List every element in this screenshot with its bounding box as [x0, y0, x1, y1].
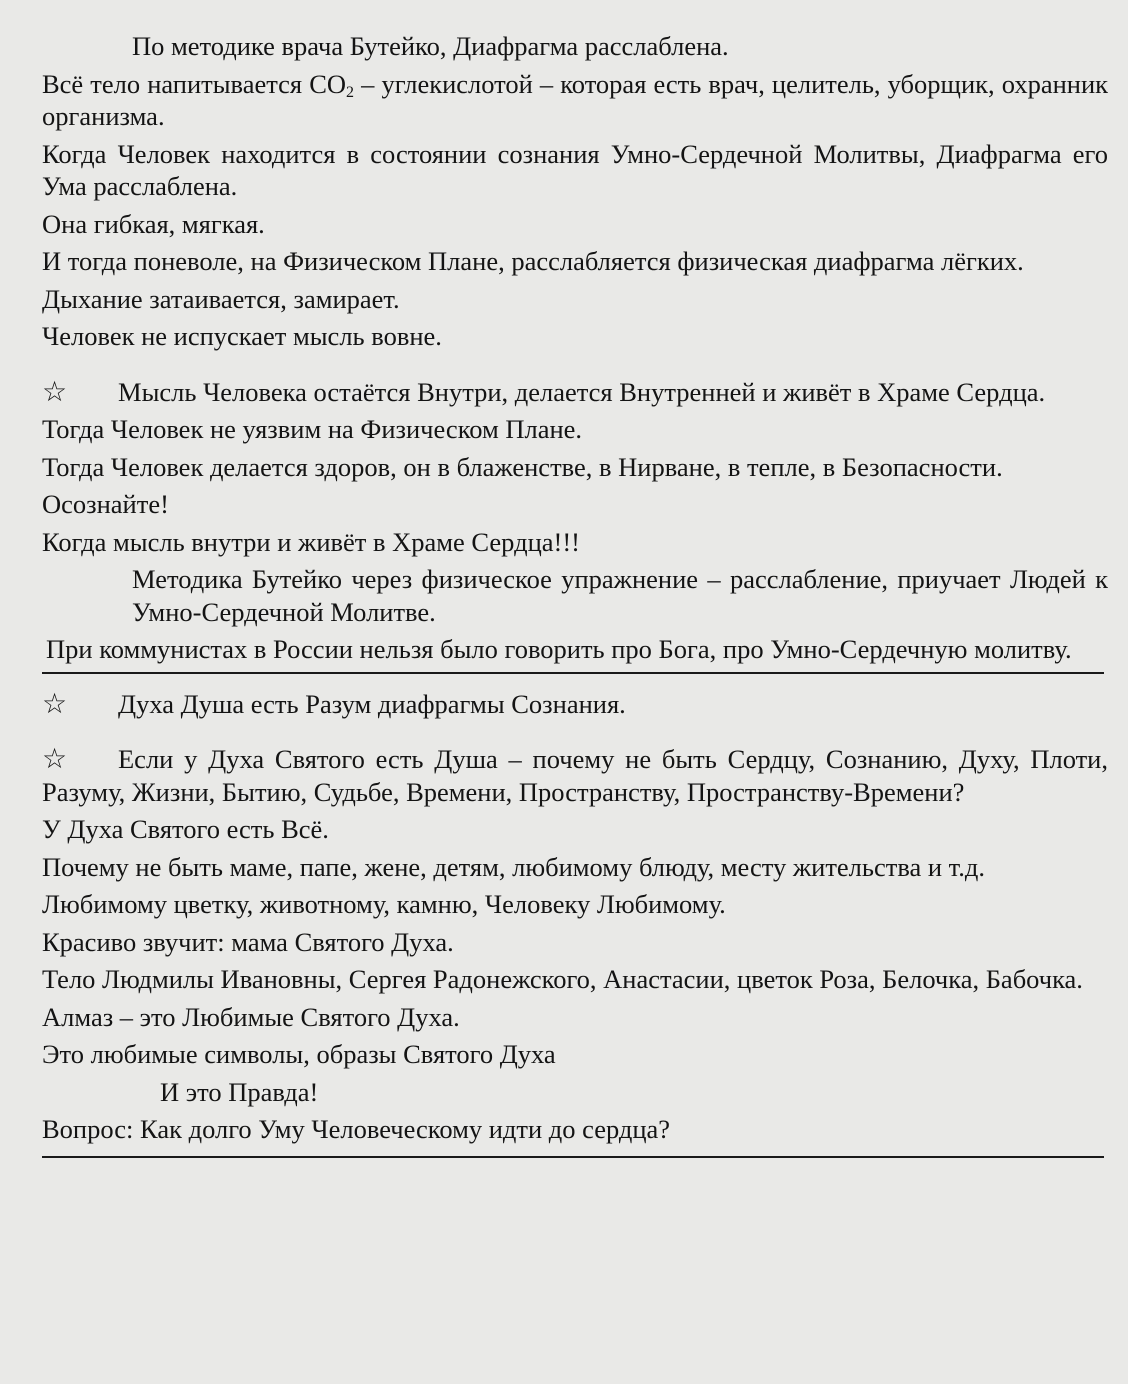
paragraph-text: Всё тело напитывается CO	[42, 68, 347, 99]
starred-paragraph	[42, 688, 1108, 721]
paragraph: У Духа Святого есть Всё.	[42, 814, 329, 844]
paragraph: Тогда Человек делается здоров, он в блаженстве, в Нирване, в тепле, в Безопасности.	[42, 451, 1003, 482]
paragraph: Алмаз – это Любимые Святого Духа.	[42, 1001, 460, 1032]
paragraph-text: Духа Душа есть Разум диафрагмы Сознания.	[118, 688, 626, 719]
paragraph-text: Мысль Человека остаётся Внутри, делается Внутренней и живёт в Храме Сердца.	[118, 376, 1046, 407]
document-page	[42, 30, 1108, 1172]
starred-paragraph	[42, 743, 1108, 808]
paragraph: Красиво звучит: мама Святого Духа.	[42, 926, 454, 957]
horizontal-rule	[42, 672, 1104, 674]
paragraph: Тело Людмилы Ивановны, Сергея Радонежского, Анастасии, цветок Роза, Белочка, Бабочка.	[42, 964, 1083, 994]
paragraph-text: Если у Духа Святого есть Душа – почему не быть Сердцу, Сознанию, Духу, Плоти, Разуму, Жизни, Бытию, Судьбе, Времени, Пространству, Пространству-Времени?	[42, 744, 1108, 807]
subscript: 2	[346, 83, 355, 101]
paragraph-text: – углекислотой – которая есть врач, целитель, уборщик, охранник организма.	[42, 68, 1108, 131]
paragraph: Вопрос: Как долго Уму Человеческому идти до сердца?	[42, 1114, 671, 1144]
star-icon: ☆	[42, 744, 68, 775]
paragraph: Любимому цветку, животному, камню, Человеку Любимому.	[42, 889, 726, 919]
star-icon: ☆	[42, 688, 68, 720]
paragraph	[42, 68, 1108, 133]
paragraph: И это Правда!	[160, 1076, 319, 1107]
paragraph: Осознайте!	[42, 489, 169, 519]
horizontal-rule	[42, 1156, 1104, 1158]
paragraph: Тогда Человек не уязвим на Физическом Плане.	[42, 414, 583, 444]
paragraph: Методика Бутейко через физическое упражнение – расслабление, приучает Людей к Умно-Сердечной Молитве.	[132, 564, 1108, 627]
paragraph: Она гибкая, мягкая.	[42, 208, 265, 239]
paragraph: Это любимые символы, образы Святого Духа	[42, 1039, 556, 1069]
star-icon: ☆	[42, 376, 68, 408]
paragraph: Когда Человек находится в состоянии сознания Умно-Сердечной Молитвы, Диафрагма его Ума расслаблена.	[42, 138, 1108, 201]
paragraph: Дыхание затаивается, замирает.	[42, 283, 400, 314]
paragraph: И тогда поневоле, на Физическом Плане, расслабляется физическая диафрагма лёгких.	[42, 246, 1024, 276]
spacer	[42, 725, 1108, 743]
spacer	[42, 358, 1108, 376]
paragraph: Человек не испускает мысль вовне.	[42, 321, 442, 351]
paragraph: Почему не быть маме, папе, жене, детям, любимому блюду, месту жительства и т.д.	[42, 851, 986, 882]
paragraph: При коммунистах в России нельзя было говорить про Бога, про Умно-Сердечную молитву.	[46, 634, 1072, 664]
starred-paragraph	[42, 376, 1108, 409]
paragraph: По методике врача Бутейко, Диафрагма расслаблена.	[132, 31, 729, 61]
paragraph: Когда мысль внутри и живёт в Храме Сердца!!!	[42, 526, 580, 557]
